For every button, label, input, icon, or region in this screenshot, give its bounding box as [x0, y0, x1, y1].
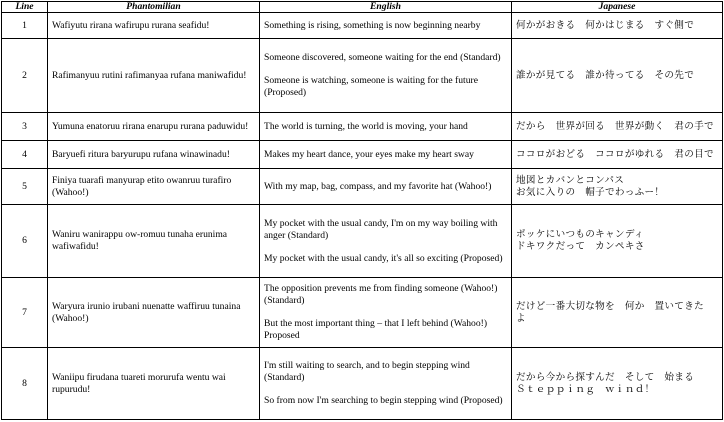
line-number: 4: [2, 141, 48, 169]
english-text: My pocket with the usual candy, I'm on my way boiling with anger (Standard) My pocket with the usual candy, it's all so exciting (Proposed): [260, 205, 512, 278]
lyrics-table: [1, 1, 723, 420]
line-number: 1: [2, 13, 48, 39]
line-number: 7: [2, 278, 48, 348]
table-row: [2, 278, 723, 348]
table-row: [2, 348, 723, 420]
line-number: 2: [2, 39, 48, 113]
english-text: I'm still waiting to search, and to begin stepping wind (Standard) So from now I'm searching to begin stepping wind (Proposed): [260, 348, 512, 420]
table-row: [2, 205, 723, 278]
table-row: [2, 141, 723, 169]
header-japanese: Japanese: [512, 2, 723, 13]
phantomilian-text: Baryuefi ritura baryurupu rufana winawinadu!: [48, 141, 260, 169]
table-row: [2, 13, 723, 39]
japanese-text: だけど一番大切な物を 何か 置いてきた よ: [512, 278, 723, 348]
english-text: Makes my heart dance, your eyes make my heart sway: [260, 141, 512, 169]
table-row: [2, 39, 723, 113]
line-number: 3: [2, 113, 48, 141]
english-text: Something is rising, something is now beginning nearby: [260, 13, 512, 39]
phantomilian-text: Finiya tuarafi manyurap etito owanruu turafiro (Wahoo!): [48, 169, 260, 205]
japanese-text: 何かがおきる 何かはじまる すぐ側で: [512, 13, 723, 39]
japanese-text: だから今から探すんだ そして 始まる Ｓｔｅｐｐｉｎｇ ｗｉｎｄ！: [512, 348, 723, 420]
line-number: 5: [2, 169, 48, 205]
header-phantomilian: Phantomilian: [48, 2, 260, 13]
phantomilian-text: Yumuna enatoruu rirana enarupu rurana paduwidu!: [48, 113, 260, 141]
japanese-text: 地図とカバンとコンパス お気に入りの 帽子でわっふー！: [512, 169, 723, 205]
table-row: [2, 113, 723, 141]
english-text: Someone discovered, someone waiting for the end (Standard) Someone is watching, someone is waiting for the future (Proposed): [260, 39, 512, 113]
header-row: [2, 2, 723, 13]
header-line: Line: [2, 2, 48, 13]
japanese-text: ポッケにいつものキャンディ ドキワクだって カンペキさ: [512, 205, 723, 278]
phantomilian-text: Rafimanyuu rutini rafimanyaa rufana maniwafidu!: [48, 39, 260, 113]
table-row: [2, 169, 723, 205]
japanese-text: だから 世界が回る 世界が動く 君の手で: [512, 113, 723, 141]
japanese-text: 誰かが見てる 誰か待ってる その先で: [512, 39, 723, 113]
phantomilian-text: Waniru wanirappu ow-romuu tunaha erunima wafiwafidu!: [48, 205, 260, 278]
english-text: With my map, bag, compass, and my favorite hat (Wahoo!): [260, 169, 512, 205]
header-english: English: [260, 2, 512, 13]
line-number: 8: [2, 348, 48, 420]
phantomilian-text: Wafiyutu rirana wafirupu rurana seafidu!: [48, 13, 260, 39]
phantomilian-text: Waniipu firudana tuareti morurufa wentu wai rupurudu!: [48, 348, 260, 420]
english-text: The opposition prevents me from finding someone (Wahoo!) (Standard) But the most important thing – that I left behind (Wahoo!) Proposed: [260, 278, 512, 348]
phantomilian-text: Waryura irunio irubani nuenatte waffiruu tunaina (Wahoo!): [48, 278, 260, 348]
line-number: 6: [2, 205, 48, 278]
japanese-text: ココロがおどる ココロがゆれる 君の目で: [512, 141, 723, 169]
english-text: The world is turning, the world is moving, your hand: [260, 113, 512, 141]
